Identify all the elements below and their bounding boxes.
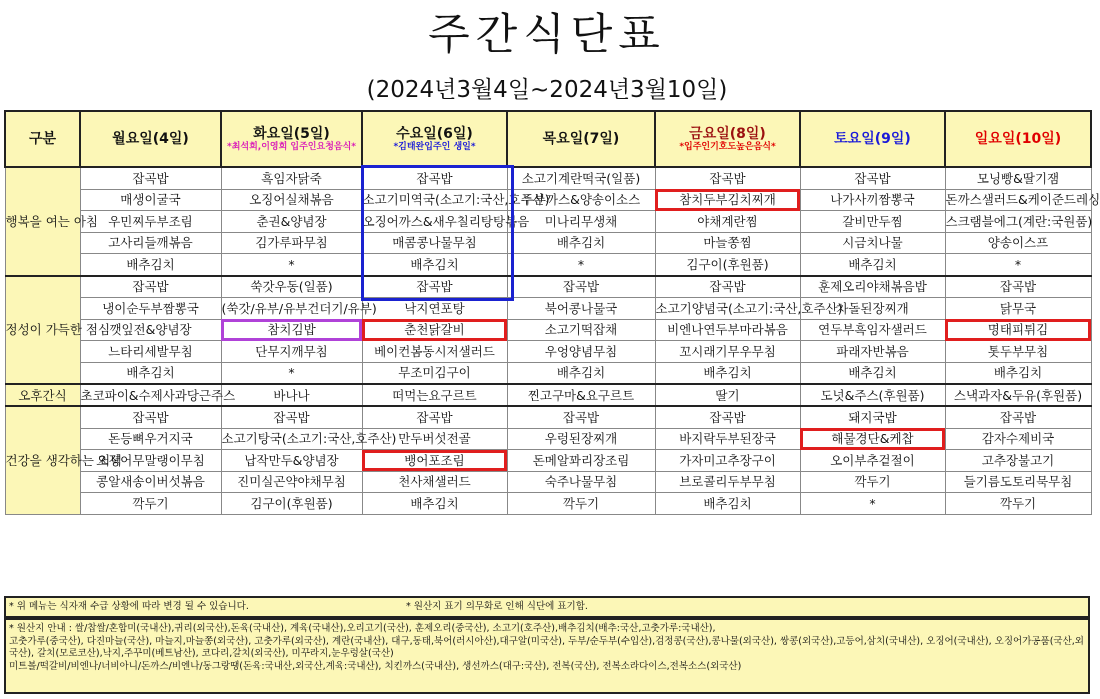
meal-label-lunch: 정성이 가득한 점심: [5, 276, 80, 385]
menu-cell: 배추김치: [362, 254, 507, 276]
menu-cell: 잡곡밥: [362, 276, 507, 298]
menu-cell: 무조미김구이: [362, 362, 507, 384]
menu-cell: 돈등뼈우거지국: [80, 428, 221, 450]
origin-info: * 원산지 안내 : 쌀/찹쌀/혼합미(국내산),귀리(외국산),돈육(국내산), 계육(국내산),오리고기(국산), 훈제오리(중국산), 소고기(호주산),배추김치(배추:국산,고춧가루:국내산), 고춧가루(중국산), 다진마늘(국산), 마늘지,마늘쫑(외국산), 고춧가루(외국산), 계란(국내산), 대구,동태,북어(러시아산),대구알(미국산), 두부/순두부(수입산),검정콩(국산),콩나물(외국산), 쌍콩(외국산),고등어,삼치(국내산), 오징어(국내산), 오징어가공품(국산,외국산), 갈치(모로코산),낙지,주꾸미(베트남산), 코다리,갈치(외국산), 미꾸라지,눈우렁살(국산) 미트볼/떡갈비/비엔나/너비아니/돈까스/비엔나/동그랑땡(돈육:국내산,외국산,계육:국내산), 치킨까스(국내산), 생선까스(대구:국산), 전복(국산), 전복소라다이스,전복소스(외국산): [4, 618, 1090, 694]
menu-cell: 김구이(후원품): [655, 254, 800, 276]
menu-cell: *: [945, 254, 1091, 276]
menu-cell: 잡곡밥: [80, 406, 221, 428]
menu-cell: 바지락두부된장국: [655, 428, 800, 450]
notice-change: * 위 메뉴는 식자재 수급 상황에 따라 변경 될 수 있습니다.: [9, 601, 249, 612]
highlighted-menu-cell: 참치김밥: [221, 319, 362, 341]
menu-cell: 우민찌두부조림: [80, 211, 221, 233]
menu-cell: 배추김치: [507, 232, 655, 254]
menu-cell: 배추김치: [80, 254, 221, 276]
menu-cell: 초코파이&수제사과당근주스: [80, 384, 221, 406]
menu-cell: *: [507, 254, 655, 276]
menu-cell: 양송이스프: [945, 232, 1091, 254]
menu-cell: 소고기탕국(소고기:국산,호주산): [221, 428, 362, 450]
menu-cell: 흑임자닭죽: [221, 167, 362, 189]
menu-cell: (쑥갓/유부/유부건더기/유부): [221, 298, 362, 320]
header-wed-note: *김태완입주인 생일*: [393, 141, 476, 152]
menu-cell: 차돌된장찌개: [800, 298, 945, 320]
header-sat: 토요일(9일): [800, 111, 945, 167]
menu-cell: 잡곡밥: [507, 406, 655, 428]
menu-cell: 잡곡밥: [945, 276, 1091, 298]
menu-cell: 두부까스&양송이소스: [507, 189, 655, 211]
menu-cell: 북어콩나물국: [507, 298, 655, 320]
lunch-row: [5, 362, 1091, 384]
lunch-row: [5, 341, 1091, 363]
menu-cell: 잡곡밥: [655, 167, 800, 189]
breakfast-row: [5, 167, 1091, 189]
header-tue-label: 화요일(5일): [253, 125, 330, 142]
menu-cell: 잡곡밥: [655, 406, 800, 428]
highlighted-menu-cell: 해물경단&케찹: [800, 428, 945, 450]
header-thu: 목요일(7일): [507, 111, 655, 167]
menu-cell: 오징어실채볶음: [221, 189, 362, 211]
menu-cell: 깍두기: [945, 493, 1091, 515]
menu-cell: 천사채샐러드: [362, 471, 507, 493]
menu-cell: 진미실곤약야채무침: [221, 471, 362, 493]
menu-cell: 잡곡밥: [507, 276, 655, 298]
menu-cell: 연두부흑임자샐러드: [800, 319, 945, 341]
menu-cell: 훈제오리야채볶음밥: [800, 276, 945, 298]
menu-cell: 배추김치: [362, 493, 507, 515]
breakfast-row: [5, 189, 1091, 211]
meal-label-dinner: 건강을 생각하는 저녁: [5, 406, 80, 514]
highlighted-menu-cell: 참치두부김치찌개: [655, 189, 800, 211]
dinner-row: [5, 406, 1091, 428]
menu-cell: 소고기떡잡채: [507, 319, 655, 341]
highlighted-menu-cell: 춘천닭갈비: [362, 319, 507, 341]
meal-label-breakfast: 행복을 여는 아침: [5, 167, 80, 276]
menu-cell: 고사리들깨볶음: [80, 232, 221, 254]
highlighted-menu-cell: 명태피튀김: [945, 319, 1091, 341]
dinner-row: [5, 493, 1091, 515]
breakfast-row: [5, 211, 1091, 233]
menu-cell: 야채계란찜: [655, 211, 800, 233]
header-fri-note: *입주인기호도높은음식*: [679, 141, 776, 152]
menu-cell: 꼬시래기무우무침: [655, 341, 800, 363]
menu-cell: 돼지국밥: [800, 406, 945, 428]
header-tue: [221, 111, 362, 167]
menu-cell: 갈비만두찜: [800, 211, 945, 233]
menu-cell: 깍두기: [507, 493, 655, 515]
menu-cell: 잡곡밥: [362, 406, 507, 428]
menu-cell: 냉이순두부짬뽕국: [80, 298, 221, 320]
header-fri: [655, 111, 800, 167]
snack-row: [5, 384, 1091, 406]
menu-cell: 단무지깨무침: [221, 341, 362, 363]
menu-cell: 바나나: [221, 384, 362, 406]
lunch-row: [5, 298, 1091, 320]
menu-cell: 잡곡밥: [655, 276, 800, 298]
menu-cell: 잡곡밥: [221, 406, 362, 428]
menu-cell: 베이컨봄동시저샐러드: [362, 341, 507, 363]
dinner-row: [5, 471, 1091, 493]
header-mon: 월요일(4일): [80, 111, 221, 167]
menu-cell: 콩알새송이버섯볶음: [80, 471, 221, 493]
menu-cell: 마늘쫑찜: [655, 232, 800, 254]
header-wed: [362, 111, 507, 167]
menu-cell: 돈메알꽈리장조림: [507, 450, 655, 472]
menu-cell: 미나리무생채: [507, 211, 655, 233]
breakfast-row: [5, 232, 1091, 254]
menu-cell: 잡곡밥: [80, 276, 221, 298]
menu-cell: 배추김치: [507, 362, 655, 384]
menu-cell: 배추김치: [800, 362, 945, 384]
menu-cell: 돈까스샐러드&케이준드레싱: [945, 189, 1091, 211]
menu-cell: 비엔나연두부마라볶음: [655, 319, 800, 341]
date-range: (2024년3월4일~2024년3월10일): [366, 77, 728, 103]
menu-cell: 춘권&양념장: [221, 211, 362, 233]
page-title: 주간식단표: [428, 10, 666, 60]
menu-cell: 닭무국: [945, 298, 1091, 320]
header-row: [5, 111, 1091, 167]
dinner-row: [5, 428, 1091, 450]
menu-cell: 오징어무말랭이무침: [80, 450, 221, 472]
menu-cell: 김구이(후원품): [221, 493, 362, 515]
breakfast-row: [5, 254, 1091, 276]
menu-cell: 납작만두&양념장: [221, 450, 362, 472]
menu-cell: 시금치나물: [800, 232, 945, 254]
header-sun: 일요일(10일): [945, 111, 1091, 167]
menu-cell: 배추김치: [945, 362, 1091, 384]
weekly-menu-table: [4, 110, 1100, 515]
menu-cell: 소고기미역국(소고기:국산,호주산): [362, 189, 507, 211]
menu-cell: 깍두기: [800, 471, 945, 493]
menu-cell: 배추김치: [655, 362, 800, 384]
menu-cell: *: [800, 493, 945, 515]
menu-cell: 모닝빵&딸기잼: [945, 167, 1091, 189]
menu-cell: 매콤콩나물무침: [362, 232, 507, 254]
dinner-row: [5, 450, 1091, 472]
menu-cell: 낙지연포탕: [362, 298, 507, 320]
menu-cell: 쑥갓우동(일품): [221, 276, 362, 298]
menu-cell: 감자수제비국: [945, 428, 1091, 450]
header-category: 구분: [5, 111, 80, 167]
header-fri-label: 금요일(8일): [689, 125, 766, 142]
menu-cell: 오징어까스&새우칠리탕탕볶음: [362, 211, 507, 233]
menu-cell: 브로콜리두부무침: [655, 471, 800, 493]
lunch-row: [5, 276, 1091, 298]
lunch-row: [5, 319, 1091, 341]
menu-cell: 들기름도토리묵무침: [945, 471, 1091, 493]
menu-cell: 찐고구마&요구르트: [507, 384, 655, 406]
menu-cell: 고추장불고기: [945, 450, 1091, 472]
menu-cell: 깍두기: [80, 493, 221, 515]
notice-bar: [4, 596, 1090, 618]
menu-cell: 깻잎전&양념장: [80, 319, 221, 341]
menu-cell: 만두버섯전골: [362, 428, 507, 450]
highlighted-menu-cell: 뱅어포조림: [362, 450, 507, 472]
menu-cell: 잡곡밥: [80, 167, 221, 189]
menu-cell: *: [221, 254, 362, 276]
menu-cell: 스낵과자&두유(후원품): [945, 384, 1091, 406]
menu-cell: 톳두부무침: [945, 341, 1091, 363]
menu-cell: 나가사끼짬뽕국: [800, 189, 945, 211]
menu-cell: 매생이굴국: [80, 189, 221, 211]
notice-origin-label: * 원산지 표기 의무화로 인해 식단에 표기합.: [406, 601, 588, 612]
menu-cell: 잡곡밥: [945, 406, 1091, 428]
menu-cell: 잡곡밥: [800, 167, 945, 189]
menu-cell: 김가루파무침: [221, 232, 362, 254]
menu-cell: *: [221, 362, 362, 384]
menu-cell: 배추김치: [800, 254, 945, 276]
header-tue-note: *최석희,이영희 입주인요청음식*: [227, 141, 356, 152]
menu-cell: 딸기: [655, 384, 800, 406]
menu-cell: 우렁된장찌개: [507, 428, 655, 450]
menu-cell: 느타리세발무침: [80, 341, 221, 363]
header-wed-label: 수요일(6일): [396, 125, 473, 142]
menu-cell: 우엉양념무침: [507, 341, 655, 363]
menu-cell: 도넛&주스(후원품): [800, 384, 945, 406]
menu-cell: 파래자반볶음: [800, 341, 945, 363]
menu-cell: 잡곡밥: [362, 167, 507, 189]
menu-cell: 오이부추겉절이: [800, 450, 945, 472]
menu-cell: 떠먹는요구르트: [362, 384, 507, 406]
menu-cell: 소고기양념국(소고기:국산,호주산): [655, 298, 800, 320]
menu-cell: 소고기계란떡국(일품): [507, 167, 655, 189]
meal-label-snack: 오후간식: [5, 384, 80, 406]
menu-cell: 숙주나물무침: [507, 471, 655, 493]
menu-cell: 배추김치: [80, 362, 221, 384]
menu-cell: 스크램블에그(계란:국원품): [945, 211, 1091, 233]
menu-cell: 가자미고추장구이: [655, 450, 800, 472]
menu-cell: 배추김치: [655, 493, 800, 515]
